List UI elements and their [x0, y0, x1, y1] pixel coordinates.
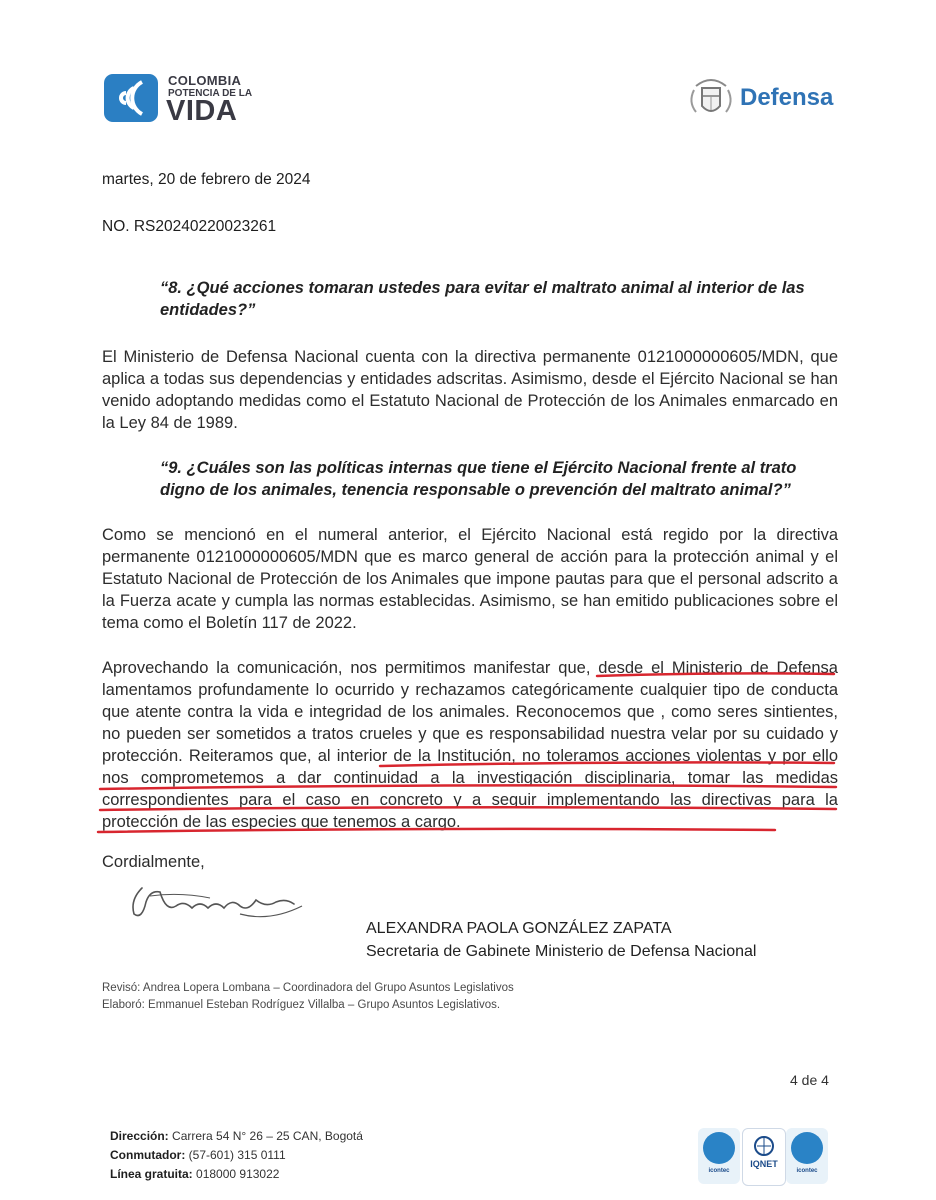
page-number: 4 de 4	[790, 1072, 829, 1088]
answer-9: Como se mencionó en el numeral anterior, el Ejército Nacional está regido por la directiva permanente 0121000000605/MDN que es marco general de acción para la protección animal y el Estatuto Nacional de Protección de los Animales que impone pautas para que el personal adscrito a la Fuerza acate y cumpla las normas establecidas. Asimismo, se han emitido publicaciones sobre el tema como el Boletín 117 de 2022.	[102, 526, 838, 632]
logo-line-potencia: POTENCIA DE LA	[168, 88, 253, 99]
iqnet-badge	[742, 1128, 786, 1186]
underline-2	[380, 762, 834, 766]
handwritten-signature	[120, 878, 310, 928]
icontec-label-2: icontec	[796, 1168, 818, 1174]
question-8: “8. ¿Qué acciones tomaran ustedes para evitar el maltrato animal al interior de las entidades?”	[160, 279, 805, 319]
underline-1	[597, 673, 834, 676]
reviewed-by: Revisó: Andrea Lopera Lombana – Coordinadora del Grupo Asuntos Legislativos	[102, 982, 514, 994]
logo-line-colombia: COLOMBIA	[168, 73, 242, 88]
footer-address	[110, 1129, 363, 1143]
underline-4	[100, 807, 836, 810]
footer-address-value: Carrera 54 N° 26 – 25 CAN, Bogotá	[172, 1129, 363, 1143]
logo-line-vida: VIDA	[166, 95, 238, 127]
footer-free-line-label: Línea gratuita:	[110, 1167, 193, 1181]
closing-paragraph: Aprovechando la comunicación, nos permitimos manifestar que, desde el Ministerio de Defensa lamentamos profundamente lo ocurrido y rechazamos categóricamente cualquier tipo de conducta que atente contra la vida e integridad de los animales. Reconocemos que , como seres sintientes, no pueden ser sometidos a tratos crueles y que es responsabilidad nuestra velar por su cuidado y protección. Reiteramos que, al interior de la Institución, no toleramos acciones violentas y por ello nos comprometemos a dar continuidad a la investigación disciplinaria, tomar las medidas correspondientes para el caso en concreto y a seguir implementando las directivas para la protección de las especies que tenemos a cargo.	[102, 659, 838, 831]
salutation: Cordialmente,	[102, 853, 205, 871]
icontec-badge-iso9001	[698, 1128, 740, 1184]
underline-5	[98, 829, 775, 832]
underline-3	[100, 785, 836, 789]
footer-switchboard-value: (57-601) 315 0111	[188, 1148, 286, 1162]
defensa-logo-text: Defensa	[740, 84, 834, 111]
letter-number: NO. RS20240220023261	[102, 218, 277, 235]
iqnet-label: IQNET	[750, 1159, 778, 1169]
footer-switchboard	[110, 1148, 286, 1162]
footer-switchboard-label: Conmutador:	[110, 1148, 186, 1162]
footer-free-line-value: 018000 913022	[196, 1167, 280, 1181]
icontec-label-1: icontec	[708, 1168, 730, 1174]
letter-date: martes, 20 de febrero de 2024	[102, 171, 311, 188]
footer-free-line	[110, 1167, 279, 1181]
answer-8: El Ministerio de Defensa Nacional cuenta con la directiva permanente 0121000000605/MDN, que aplica a todas sus dependencias y entidades adscritas. Asimismo, desde el Ejército Nacional se han venido adoptando medidas como el Estatuto Nacional de Protección de los Animales enmarcado en la Ley 84 de 1989.	[102, 348, 838, 432]
question-9: “9. ¿Cuáles son las políticas internas que tiene el Ejército Nacional frente al trato digno de los animales, tenencia responsable o prevención del maltrato animal?”	[160, 459, 797, 499]
signer-title: Secretaria de Gabinete Ministerio de Defensa Nacional	[366, 943, 757, 960]
signer-name: ALEXANDRA PAOLA GONZÁLEZ ZAPATA	[366, 920, 672, 937]
icontec-icon	[703, 1132, 735, 1164]
footer-address-label: Dirección:	[110, 1129, 169, 1143]
icontec-icon-2	[791, 1132, 823, 1164]
icontec-badge-iso27001	[786, 1128, 828, 1184]
prepared-by: Elaboró: Emmanuel Esteban Rodríguez Villalba – Grupo Asuntos Legislativos.	[102, 999, 501, 1011]
iqnet-icon	[752, 1135, 776, 1157]
